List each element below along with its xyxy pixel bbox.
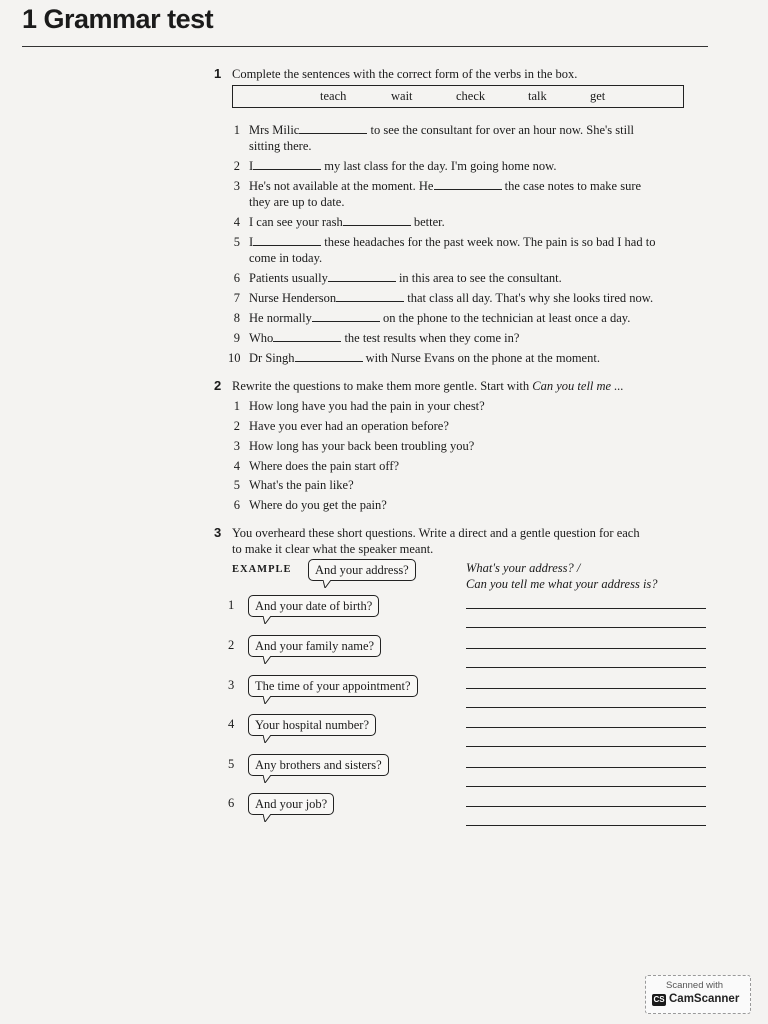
answer-blank[interactable] xyxy=(295,351,363,362)
speech-bubble: The time of your appointment? xyxy=(248,675,418,697)
exercise-3-item-number: 5 xyxy=(228,757,235,771)
answer-blank[interactable] xyxy=(312,311,380,322)
title-divider xyxy=(22,46,708,47)
exercise-3-item-number: 1 xyxy=(228,598,235,612)
answer-blank[interactable] xyxy=(343,215,411,226)
speech-bubble: And your family name? xyxy=(248,635,381,657)
exercise-3-instruction: You overheard these short questions. Write a direct and a gentle question for each to make it clear what the speaker meant. xyxy=(232,526,640,556)
example-label: EXAMPLE xyxy=(232,564,292,575)
word-box-item: talk xyxy=(528,89,547,103)
word-box-item: get xyxy=(590,89,606,103)
word-box-item: wait xyxy=(391,89,413,103)
answer-line[interactable] xyxy=(466,667,706,668)
answer-line[interactable] xyxy=(466,727,706,728)
answer-blank[interactable] xyxy=(336,291,404,302)
answer-line[interactable] xyxy=(466,608,706,609)
answer-line[interactable] xyxy=(466,767,706,768)
speech-bubble: And your job? xyxy=(248,793,334,815)
answer-line[interactable] xyxy=(466,688,706,689)
answer-line[interactable] xyxy=(466,707,706,708)
word-box-item: check xyxy=(456,89,486,103)
camscanner-logo-icon: CS xyxy=(653,995,665,1004)
word-box xyxy=(232,85,684,108)
exercise-3-item-number: 3 xyxy=(228,678,235,692)
exercise-3-number: 3 xyxy=(214,525,222,540)
camscanner-watermark: Scanned with CS CamScanner xyxy=(645,975,751,1014)
answer-line[interactable] xyxy=(466,806,706,807)
answer-blank[interactable] xyxy=(273,331,341,342)
answer-blank[interactable] xyxy=(434,179,502,190)
answer-blank[interactable] xyxy=(299,123,367,134)
exercise-1-number: 1 xyxy=(214,66,222,81)
answer-blank[interactable] xyxy=(253,159,321,170)
answer-line[interactable] xyxy=(466,627,706,628)
speech-bubble: And your address? xyxy=(308,559,416,581)
speech-bubble: Your hospital number? xyxy=(248,714,376,736)
page-title: 1 Grammar test xyxy=(22,4,214,34)
exercise-2-number: 2 xyxy=(214,378,222,393)
exercise-1-instruction: Complete the sentences with the correct form of the verbs in the box. xyxy=(232,67,578,81)
exercise-3-item-number: 2 xyxy=(228,638,235,652)
speech-bubble: Any brothers and sisters? xyxy=(248,754,389,776)
speech-bubble: And your date of birth? xyxy=(248,595,379,617)
answer-line[interactable] xyxy=(466,825,706,826)
example-answer: What's your address? / Can you tell me what your address is? xyxy=(466,561,658,591)
answer-line[interactable] xyxy=(466,648,706,649)
exercise-3-item-number: 4 xyxy=(228,717,235,731)
answer-line[interactable] xyxy=(466,786,706,787)
answer-blank[interactable] xyxy=(253,235,321,246)
word-box-item: teach xyxy=(320,89,347,103)
exercise-2-instruction: Rewrite the questions to make them more gentle. Start with Can you tell me ... xyxy=(232,379,624,393)
answer-line[interactable] xyxy=(466,746,706,747)
exercise-3-item-number: 6 xyxy=(228,796,235,810)
answer-blank[interactable] xyxy=(328,271,396,282)
